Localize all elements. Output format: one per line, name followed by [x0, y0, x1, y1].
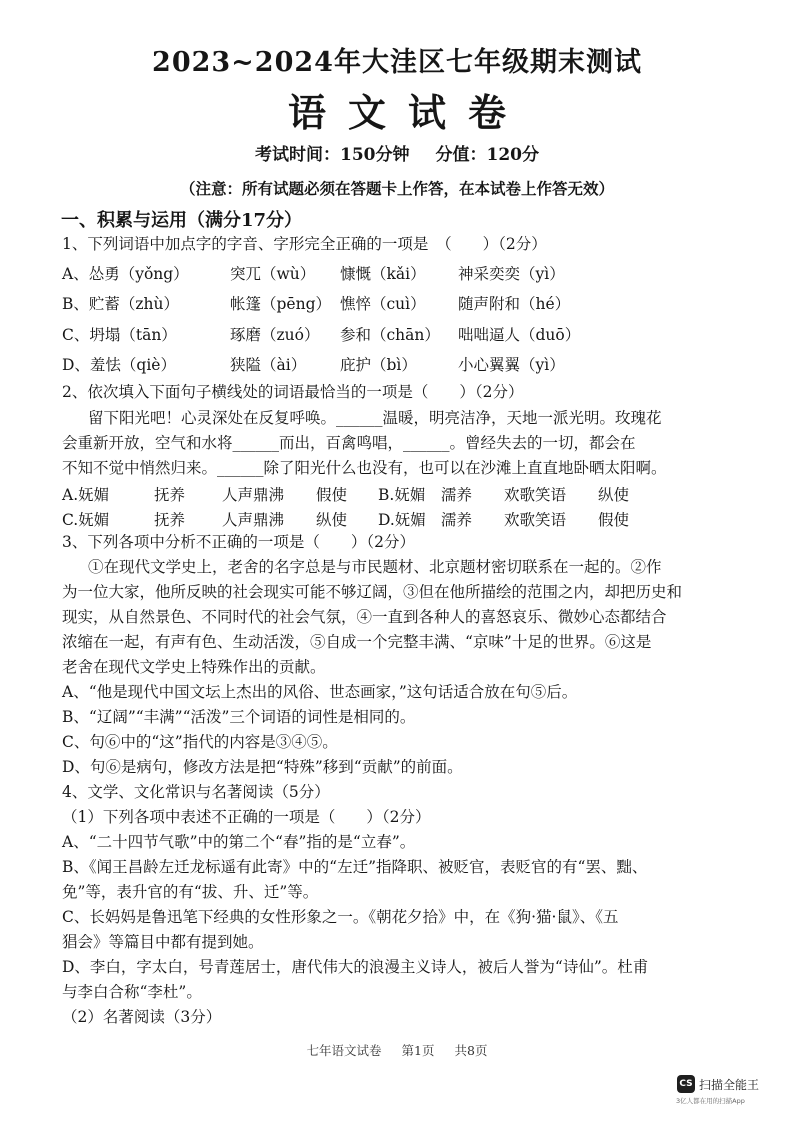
q2-option-c-word-2: 抚养 [154, 511, 186, 529]
q2-option-d-word-4: 假使 [598, 511, 630, 529]
footer-page-total: 共8页 [454, 1043, 488, 1058]
q1-option-b-word-1: B、贮蓄（zhù） [62, 295, 180, 313]
exam-title: 2023~2024年大洼区七年级期末测试 [152, 47, 642, 78]
q2-option-d-word-3: 欢歌笑语 [504, 511, 567, 529]
camscanner-name: 扫描全能王 [699, 1078, 760, 1092]
q3-option-a: A、“他是现代中国文坛上杰出的风俗、世态画家，”这句话适合放在句⑤后。 [62, 683, 578, 701]
q2-option-b-word-4: 纵使 [598, 486, 630, 504]
q3-passage-line: 为一位大家，他所反映的社会现实可能不够辽阔，③但在他所描绘的范围之内，却把历史和 [62, 583, 683, 601]
q4-option-d-cont: 与李白合称“李杜”。 [62, 983, 202, 1001]
q3-option-d: D、句⑥是病句，修改方法是把“特殊”移到“贡献”的前面。 [62, 758, 463, 776]
q1-option-b-word-2: 帐篷（pēng） [230, 295, 332, 313]
q4-option-b-cont: 免”等，表升官的有“拔、升、迁”等。 [62, 883, 319, 901]
q2-option-b-word-3: 欢歌笑语 [504, 486, 567, 504]
q2-option-a-word-3: 人声鼎沸 [222, 486, 285, 504]
q4-option-d: D、李白，字太白，号青莲居士，唐代伟大的浪漫主义诗人，被后人誉为“诗仙”。杜甫 [62, 958, 649, 976]
q1-option-a-word-1: A、怂勇（yǒng） [62, 265, 189, 283]
q2-option-a-word-1: A.妩媚 [62, 486, 110, 504]
exam-notice: （注意：所有试题必须在答题卡上作答，在本试卷上作答无效） [179, 179, 614, 198]
q1-option-d-word-3: 庇护（bì） [340, 356, 417, 374]
q1-option-a-word-4: 神采奕奕（yì） [458, 265, 565, 283]
q3-option-b: B、“辽阔”“丰满”“活泼”三个词语的词性是相同的。 [62, 708, 416, 726]
q1-option-c-word-2: 琢磨（zuó） [230, 326, 320, 344]
q4-option-a: A、“二十四节气歌”中的第二个“春”指的是“立春”。 [62, 833, 416, 851]
question-2-stem: 2、依次填入下面句子横线处的词语最恰当的一项是（ ）（2分） [62, 383, 524, 401]
q1-option-c-word-3: 参和（chān） [340, 326, 440, 344]
exam-score: 分值：120分 [435, 145, 539, 165]
q1-option-b-word-3: 憔悴（cuì） [340, 295, 426, 313]
q1-option-b-word-4: 随声附和（hé） [458, 295, 571, 313]
q2-option-b-word-1: B.妩媚 [378, 486, 426, 504]
camscanner-logo-icon: CS [677, 1075, 695, 1093]
q4-option-b: B、《闻王昌龄左迁龙标遥有此寄》中的“左迁”指降职、被贬官，表贬官的有“罢、黜、 [62, 858, 648, 876]
page-footer [0, 1041, 794, 1059]
camscanner-tagline: 3亿人都在用的扫描App [676, 1097, 745, 1105]
q1-option-d-word-4: 小心翼翼（yì） [458, 356, 565, 374]
q2-option-c-word-3: 人声鼎沸 [222, 511, 285, 529]
q2-option-b-word-2: 濡养 [441, 486, 473, 504]
q1-option-a-word-3: 慷慨（kǎi） [340, 265, 426, 283]
q4-subquestion-2: （2）名著阅读（3分） [62, 1008, 222, 1026]
footer-paper-name: 七年语文试卷 [306, 1043, 382, 1058]
q2-passage-line: 会重新开放，空气和水将______而出，百禽鸣唱，______。曾经失去的一切，都会在 [62, 434, 636, 452]
q4-option-c: C、长妈妈是鲁迅笔下经典的女性形象之一。《朝花夕拾》中，在《狗·猫·鼠》、《五 [62, 908, 619, 926]
question-1-stem: 1、下列词语中加点字的字音、字形完全正确的一项是 （ ）（2分） [62, 235, 547, 253]
q1-option-d-word-2: 狭隘（ài） [230, 356, 307, 374]
q2-option-a-word-4: 假使 [316, 486, 348, 504]
q4-subquestion-1: （1）下列各项中表述不正确的一项是（ ）（2分） [62, 808, 431, 826]
question-4-stem: 4、文学、文化常识与名著阅读（5分） [62, 783, 330, 801]
q2-option-c-word-1: C.妩媚 [62, 511, 110, 529]
q4-option-c-cont: 猖会》等篇目中都有提到她。 [62, 933, 264, 951]
q3-passage-line: 浓缩在一起，有声有色、生动活泼，⑤自成一个完整丰满、“京味”十足的世界。⑥这是 [62, 633, 652, 651]
exam-time: 考试时间：150分钟 [255, 145, 410, 165]
exam-subject: 语文试卷 [287, 90, 528, 135]
q3-passage-line: 老舍在现代文学史上特殊作出的贡献。 [62, 658, 326, 676]
q2-passage-line: 留下阳光吧！心灵深处在反复呼唤。______温暖，明亮洁净，天地一派光明。玫瑰花 [88, 409, 662, 427]
q3-passage-line: 现实，从自然景色、不同时代的社会气氛，④一直到各种人的喜怒哀乐、微妙心态都结合 [62, 608, 667, 626]
q2-passage-line: 不知不觉中悄然归来。______除了阳光什么也没有，也可以在沙滩上直直地卧晒太阳啊。 [62, 459, 667, 477]
footer-page-number: 第1页 [401, 1043, 435, 1058]
q3-passage-line: ①在现代文学史上，老舍的名字总是与市民题材、北京题材密切联系在一起的。②作 [88, 558, 662, 576]
q2-option-c-word-4: 纵使 [316, 511, 348, 529]
section-heading: 一、积累与运用（满分17分） [61, 210, 303, 231]
q1-option-c-word-4: 咄咄逼人（duō） [458, 326, 581, 344]
q3-option-c: C、句⑥中的“这”指代的内容是③④⑤。 [62, 733, 338, 751]
q1-option-c-word-1: C、坍塌（tān） [62, 326, 177, 344]
q1-option-a-word-2: 突兀（wù） [230, 265, 316, 283]
q1-option-d-word-1: D、羞怯（qiè） [62, 356, 176, 374]
exam-meta [0, 140, 794, 165]
q2-option-d-word-2: 濡养 [441, 511, 473, 529]
q2-option-d-word-1: D.妩媚 [378, 511, 426, 529]
question-3-stem: 3、下列各项中分析不正确的一项是（ ）（2分） [62, 533, 415, 551]
q2-option-a-word-2: 抚养 [154, 486, 186, 504]
